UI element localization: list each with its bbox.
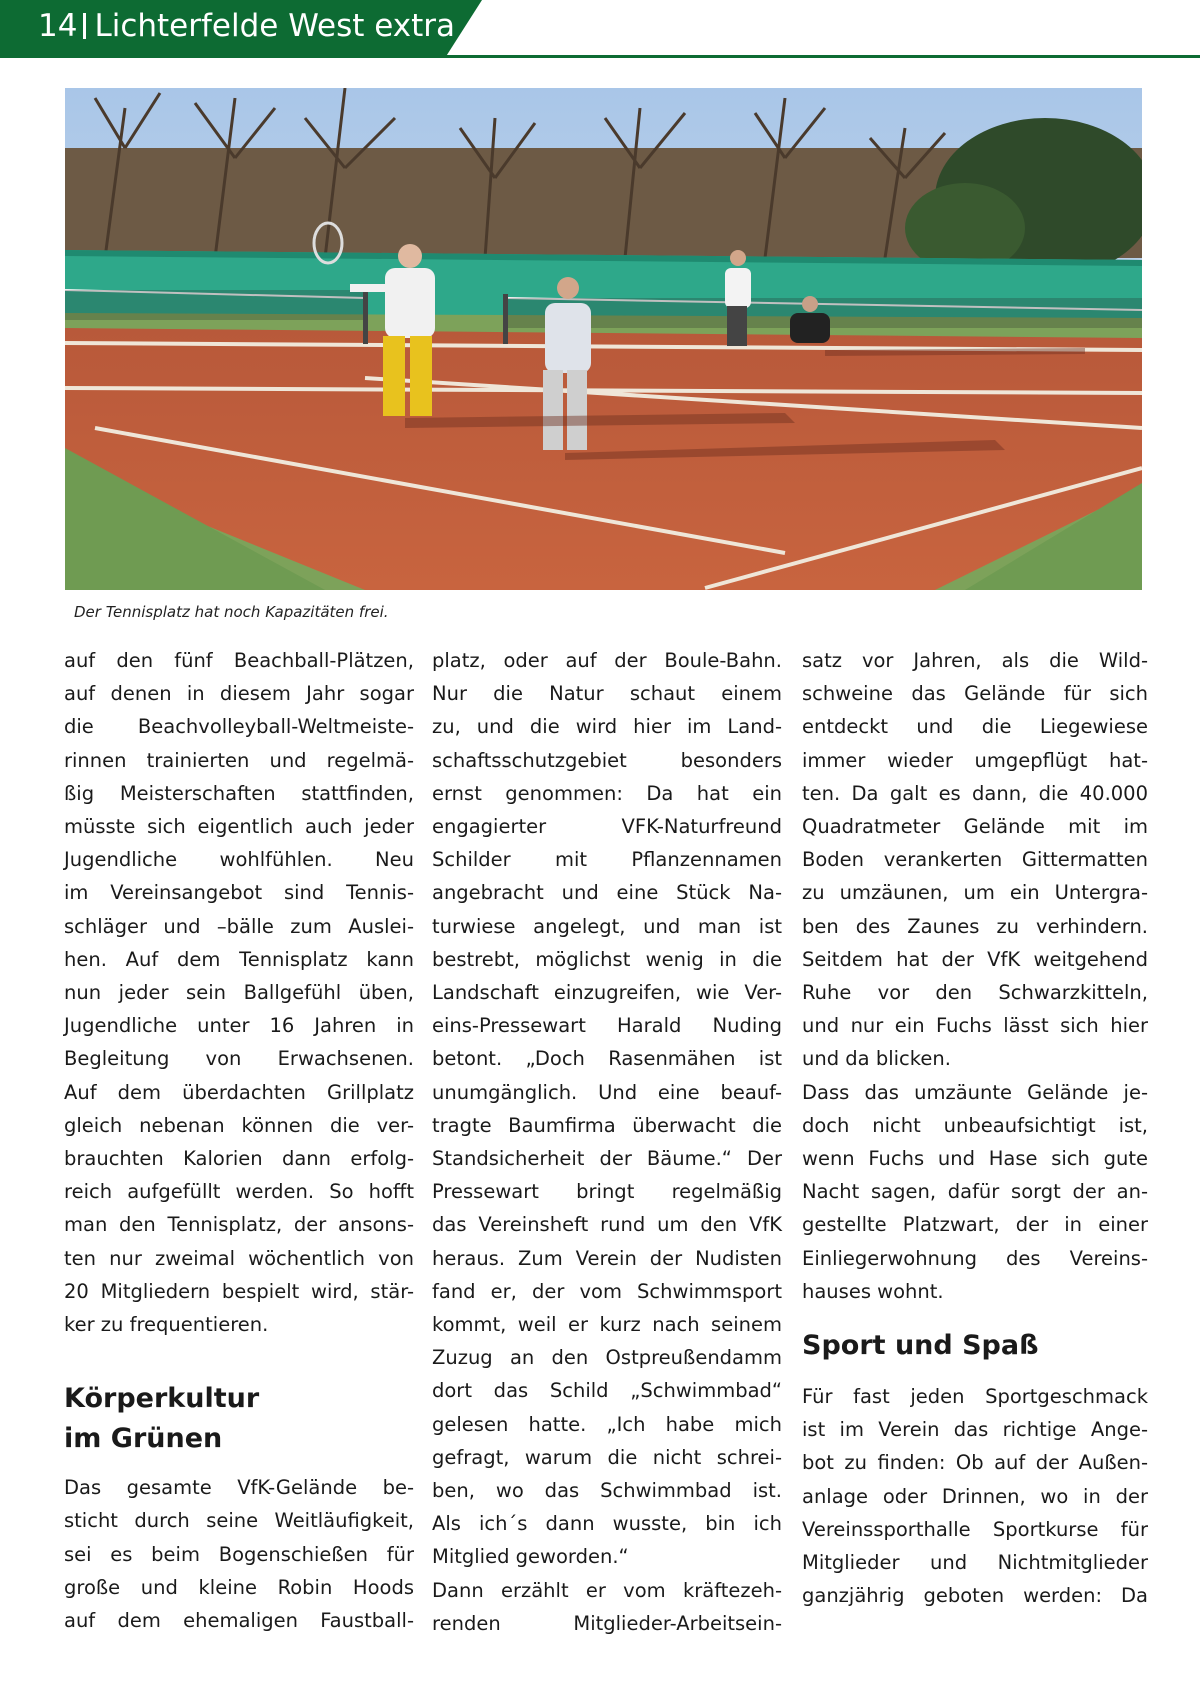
text-line: Auf dem überdachten Grillplatz [64, 1080, 414, 1104]
text-line: heraus. Zum Verein der Nudisten [432, 1246, 782, 1270]
text-line: eins-Pressewart Harald Nuding [432, 1014, 782, 1038]
text-line: entdeckt und die Liegewiese [802, 715, 1148, 739]
text-line: Seitdem hat der VfK weitgehend [802, 947, 1148, 971]
text-line: im Vereinsangebot sind Tennis- [64, 881, 414, 905]
text-line: auf dem ehemaligen Faustball- [64, 1609, 414, 1633]
header-title [38, 8, 455, 44]
subhead-line-2: im Grünen [64, 1423, 223, 1455]
text-line: Begleitung von Erwachsenen. [64, 1047, 414, 1071]
text-line: Standsicherheit der Bäume.“ Der [432, 1147, 782, 1171]
text-line: dort das Schild „Schwimmbad“ [432, 1379, 782, 1403]
subhead-koerperkultur [64, 1379, 414, 1459]
text-line: wenn Fuchs und Hase sich gute [802, 1147, 1148, 1171]
text-line: satz vor Jahren, als die Wild- [802, 649, 1148, 672]
text-line: unumgänglich. Und eine beauf- [432, 1080, 782, 1104]
text-line: ganzjährig geboten werden: Da [802, 1584, 1148, 1608]
text-line: die Beachvolleyball-Weltmeiste- [64, 715, 414, 739]
text-line: gleich nebenan können die ver- [64, 1113, 414, 1137]
text-line: schaftsschutzgebiet besonders [432, 748, 782, 772]
text-line: betont. „Doch Rasenmähen ist [432, 1047, 782, 1071]
text-line: Einliegerwohnung des Vereins- [802, 1246, 1148, 1270]
text-line: ben, wo das Schwimmbad ist. [432, 1479, 782, 1503]
photo-caption: Der Tennisplatz hat noch Kapazitäten frei. [74, 603, 389, 621]
text-line: 20 Mitgliedern bespielt wird, stär- [64, 1279, 414, 1303]
article-column-3 [802, 644, 1148, 1612]
text-line: Nacht sagen, dafür sorgt der an- [802, 1180, 1148, 1204]
text-line: immer wieder umgepflügt hat- [802, 748, 1148, 772]
subhead-sport-und-spass: Sport und Spaß [802, 1330, 1039, 1362]
text-line: Zuzug an den Ostpreußendamm [432, 1346, 782, 1370]
text-line: zu umzäunen, um ein Untergra- [802, 881, 1148, 905]
text-line: Für fast jeden Sportgeschmack [802, 1385, 1148, 1409]
article-column-1 [64, 644, 414, 1637]
text-line: hauses wohnt. [802, 1279, 944, 1303]
text-line: bot zu finden: Ob auf der Außen- [802, 1451, 1148, 1475]
subhead-line-1: Körperkultur [64, 1383, 260, 1415]
column-3-paragraph-2 [802, 1380, 1148, 1612]
column-3-paragraph-1 [802, 644, 1148, 1308]
tennis-court-photo [65, 88, 1142, 590]
text-line: auf den fünf Beachball-Plätzen, [64, 649, 414, 672]
text-line: müsste sich eigentlich auch jeder [64, 815, 414, 839]
section-title: Lichterfelde West extra [94, 8, 456, 44]
text-line: gestellte Platzwart, der in einer [802, 1213, 1148, 1237]
text-line: brauchten Kalorien dann erfolg- [64, 1147, 414, 1171]
text-line: angebracht und eine Stück Na- [432, 881, 782, 905]
text-line: Dann erzählt er vom kräftezeh- [432, 1578, 782, 1602]
text-line: kommt, weil er kurz nach seinem [432, 1313, 782, 1337]
text-line: Quadratmeter Gelände mit im [802, 815, 1148, 839]
text-line: tragte Baumfirma überwacht die [432, 1113, 782, 1137]
page-number: 14 [38, 8, 78, 44]
text-line: Jugendliche wohlfühlen. Neu [64, 848, 414, 872]
text-line: ten nur zweimal wöchentlich von [64, 1246, 414, 1270]
text-line: Pressewart bringt regelmäßig [432, 1180, 782, 1204]
text-line: engagierter VFK-Naturfreund [432, 815, 782, 839]
text-line: Dass das umzäunte Gelände je- [802, 1080, 1148, 1104]
text-line: platz, oder auf der Boule-Bahn. [432, 649, 782, 672]
text-line: ist im Verein das richtige Ange- [802, 1418, 1148, 1442]
text-line: turwiese angelegt, und man ist [432, 914, 782, 938]
text-line: ten. Da galt es dann, die 40.000 [802, 781, 1148, 805]
text-line: Mitglieder und Nichtmitglieder [802, 1551, 1148, 1575]
header-separator [83, 13, 86, 39]
column-2-paragraph [432, 644, 782, 1640]
text-line: schweine das Gelände für sich [802, 682, 1148, 706]
text-line: Ruhe vor den Schwarzkitteln, [802, 981, 1148, 1005]
text-line: und nur ein Fuchs lässt sich hier [802, 1014, 1148, 1038]
text-line: fand er, der vom Schwimmsport [432, 1279, 782, 1303]
text-line: gelesen hatte. „Ich habe mich [432, 1412, 782, 1436]
text-line: gefragt, warum die nicht schrei- [432, 1445, 782, 1469]
text-line: Nur die Natur schaut einem [432, 682, 782, 706]
text-line: doch nicht unbeaufsichtigt ist, [802, 1113, 1148, 1137]
text-line: Landschaft einzugreifen, wie Ver- [432, 981, 782, 1005]
text-line: Das gesamte VfK-Gelände be- [64, 1476, 414, 1500]
text-line: man den Tennisplatz, der ansons- [64, 1213, 414, 1237]
text-line: Schilder mit Pflanzennamen [432, 848, 782, 872]
text-line: renden Mitglieder-Arbeitsein- [432, 1611, 782, 1635]
text-line: ßig Meisterschaften stattfinden, [64, 781, 414, 805]
text-line: nun jeder sein Ballgefühl üben, [64, 981, 414, 1005]
text-line: Boden verankerten Gittermatten [802, 848, 1148, 872]
text-line: Als ich´s dann wusste, bin ich [432, 1512, 782, 1536]
text-line: große und kleine Robin Hoods [64, 1575, 414, 1599]
text-line: hen. Auf dem Tennisplatz kann [64, 947, 414, 971]
column-1-paragraph-2 [64, 1471, 414, 1637]
text-line: Jugendliche unter 16 Jahren in [64, 1014, 414, 1038]
text-line: und da blicken. [802, 1047, 951, 1071]
text-line: rinnen trainierten und regelmä- [64, 748, 414, 772]
text-line: ker zu frequentieren. [64, 1313, 269, 1337]
article-column-2 [432, 644, 782, 1640]
text-line: ben des Zaunes zu verhindern. [802, 914, 1148, 938]
text-line: reich aufgefüllt werden. So hofft [64, 1180, 414, 1204]
text-line: sei es beim Bogenschießen für [64, 1542, 414, 1566]
column-1-paragraph-1 [64, 644, 414, 1341]
text-line: sticht durch seine Weitläufigkeit, [64, 1509, 414, 1533]
text-line: anlage oder Drinnen, wo in der [802, 1484, 1148, 1508]
text-line: ernst genommen: Da hat ein [432, 781, 782, 805]
text-line: auf denen in diesem Jahr sogar [64, 682, 414, 706]
section-header [0, 0, 1200, 58]
text-line: Vereinssporthalle Sportkurse für [802, 1517, 1148, 1541]
text-line: Mitglied geworden.“ [432, 1545, 629, 1569]
text-line: zu, und die wird hier im Land- [432, 715, 782, 739]
text-line: das Vereinsheft rund um den VfK [432, 1213, 782, 1237]
text-line: schläger und –bälle zum Auslei- [64, 914, 414, 938]
text-line: bestrebt, möglichst wenig in die [432, 947, 782, 971]
